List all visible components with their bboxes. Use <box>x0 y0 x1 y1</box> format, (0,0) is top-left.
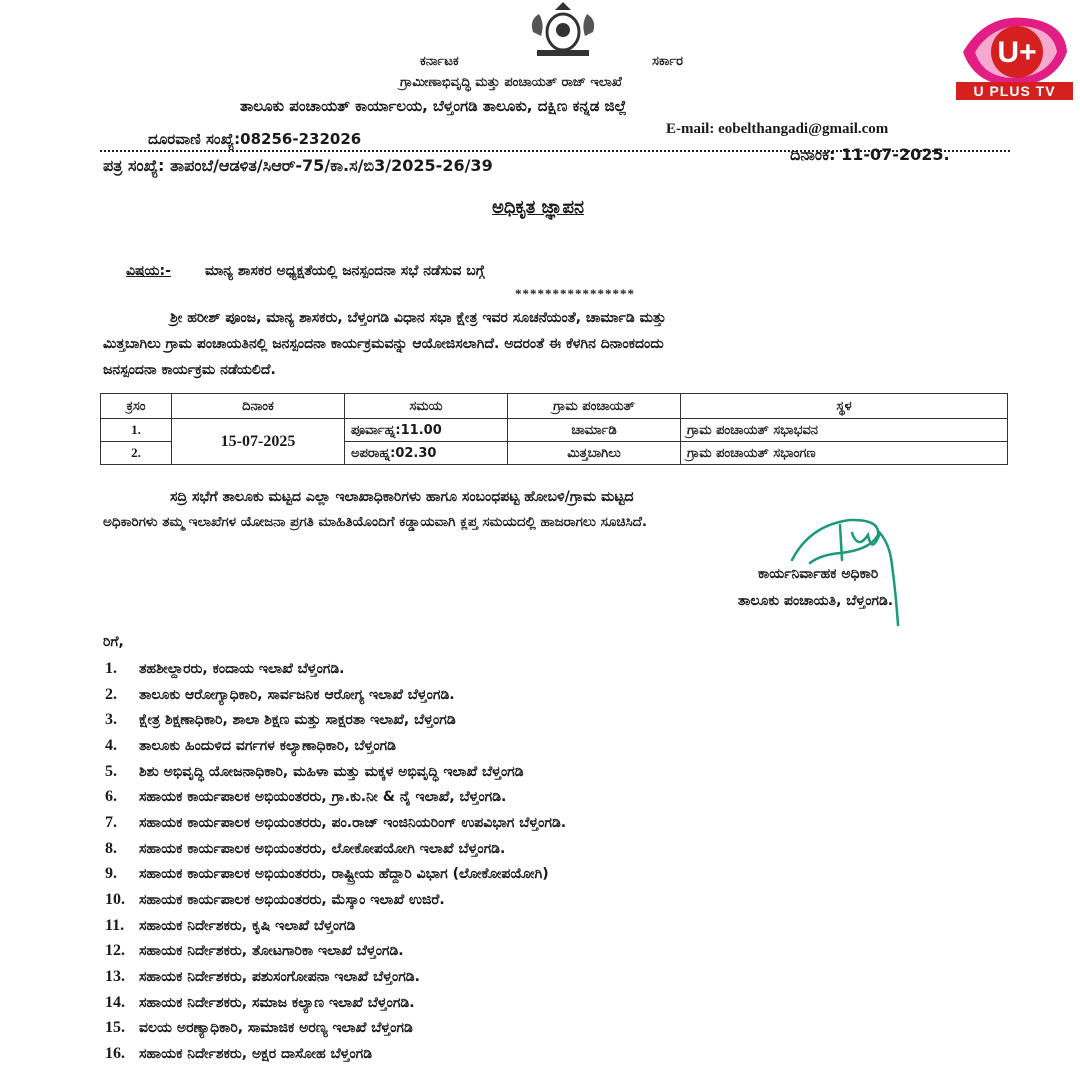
signatory-office: ತಾಲೂಕು ಪಂಚಾಯತಿ, ಬೆಳ್ತಂಗಡಿ. <box>738 593 894 609</box>
signatory-designation: ಕಾರ್ಯನಿರ್ವಾಹಕ ಅಧಿಕಾರಿ <box>758 566 879 582</box>
uplus-tv-label: U PLUS TV <box>956 82 1073 100</box>
letter-date: ದಿನಾಂಕ: 11-07-2025. <box>790 145 950 164</box>
list-item <box>105 939 566 965</box>
email-label: E-mail: <box>666 121 715 137</box>
header-email <box>666 121 888 138</box>
list-item-text: ಸಹಾಯಕ ಕಾರ್ಯಪಾಲಕ ಅಭಿಯಂತರರು, ಗ್ರಾ.ಕು.ನೀ & ನೈ ಇಲಾಖೆ, ಬೆಳ್ತಂಗಡಿ. <box>139 789 507 806</box>
list-item-number: 4. <box>105 736 117 754</box>
list-item-text: ಸಹಾಯಕ ಕಾರ್ಯಪಾಲಕ ಅಭಿಯಂತರರು, ಪಂ.ರಾಜ್ ಇಂಜಿನಿಯರಿಂಗ್ ಉಪವಿಭಾಗ ಬೆಳ್ತಂಗಡಿ. <box>139 814 567 831</box>
list-item-text: ಸಹಾಯಕ ನಿರ್ದೇಶಕರು, ಕೃಷಿ ಇಲಾಖೆ ಬೆಳ್ತಂಗಡಿ <box>139 917 356 934</box>
list-item <box>105 784 566 810</box>
list-item-number: 6. <box>105 788 117 806</box>
list-item-text: ಸಹಾಯಕ ಕಾರ್ಯಪಾಲಕ ಅಭಿಯಂತರರು, ಲೋಕೋಪಯೋಗಿ ಇಲಾಖೆ ಬೆಳ್ತಂಗಡಿ. <box>139 840 506 857</box>
list-item-number: 14. <box>105 993 125 1011</box>
subject-text: ಮಾನ್ಯ ಶಾಸಕರ ಅಧ್ಯಕ್ಷತೆಯಲ್ಲಿ ಜನಸ್ಪಂದನಾ ಸಭೆ ನಡೆಸುವ ಬಗ್ಗೆ <box>205 263 485 279</box>
memo-title: ಅಧಿಕೃತ ಜ್ಞಾಪನ <box>492 197 585 218</box>
list-item-text: ತಾಲೂಕು ಆರೋಗ್ಯಾಧಿಕಾರಿ, ಸಾರ್ವಜನಿಕ ಆರೋಗ್ಯ ಇಲಾಖೆ ಬೆಳ್ತಂಗಡಿ. <box>139 686 455 703</box>
list-item <box>105 682 566 708</box>
header-office: ತಾಲೂಕು ಪಂಚಾಯತ್ ಕಾರ್ಯಾಲಯ, ಬೆಳ್ತಂಗಡಿ ತಾಲೂಕು, ದಕ್ಷಿಣ ಕನ್ನಡ ಜಿಲ್ಲೆ <box>240 97 627 115</box>
col-header-gp: ಗ್ರಾಮ ಪಂಚಾಯತ್ <box>508 394 681 419</box>
header-government: ಸರ್ಕಾರ <box>652 54 683 69</box>
separator-stars: **************** <box>515 286 635 301</box>
list-item-number: 16. <box>105 1045 125 1063</box>
meeting-schedule-table <box>100 393 1008 465</box>
col-header-place: ಸ್ಥಳ <box>681 394 1008 419</box>
cell-time: ಅಪರಾಹ್ನ:02.30 <box>345 442 508 465</box>
list-item-number: 2. <box>105 685 117 703</box>
state-emblem-icon <box>515 2 611 60</box>
list-item-number: 12. <box>105 942 125 960</box>
reference-number: ಪತ್ರ ಸಂಖ್ಯೆ: ತಾಪಂಬೆ/ಆಡಳಿತ/ಸಿಆರ್-75/ಕಾ.ಸ/ಬಿ3/2025-26/39 <box>103 156 493 175</box>
list-item-number: 11. <box>105 916 125 934</box>
list-item-text: ಸಹಾಯಕ ನಿರ್ದೇಶಕರು, ಪಶುಸಂಗೋಪನಾ ಇಲಾಖೆ ಬೆಳ್ತಂಗಡಿ. <box>139 969 420 986</box>
header-phone: ದೂರವಾಣಿ ಸಂಖ್ಯೆ:08256-232026 <box>148 130 362 148</box>
list-item-text: ಕ್ಷೇತ್ರ ಶಿಕ್ಷಣಾಧಿಕಾರಿ, ಶಾಲಾ ಶಿಕ್ಷಣ ಮತ್ತು ಸಾಕ್ಷರತಾ ಇಲಾಖೆ, ಬೆಳ್ತಂಗಡಿ <box>139 712 456 729</box>
body-line-1: ಶ್ರೀ ಹರೀಶ್ ಪೂಂಜ, ಮಾನ್ಯ ಶಾಸಕರು, ಬೆಳ್ತಂಗಡಿ ವಿಧಾನ ಸಭಾ ಕ್ಷೇತ್ರ ಇವರ ಸೂಚನೆಯಂತೆ, ಚಾರ್ಮಾಡಿ ಮತ್ತು <box>170 310 666 326</box>
list-item <box>105 810 566 836</box>
list-item-number: 8. <box>105 839 117 857</box>
list-item <box>105 1041 566 1067</box>
list-item-number: 9. <box>105 865 117 883</box>
table-header-row <box>101 394 1008 419</box>
list-item-text: ಶಿಶು ಅಭಿವೃದ್ಧಿ ಯೋಜನಾಧಿಕಾರಿ, ಮಹಿಳಾ ಮತ್ತು ಮಕ್ಕಳ ಅಭಿವೃದ್ಧಿ ಇಲಾಖೆ ಬೆಳ್ತಂಗಡಿ <box>139 763 524 780</box>
col-header-sl: ಕ್ರಸಂ <box>101 394 172 419</box>
list-item-number: 3. <box>105 711 117 729</box>
col-header-time: ಸಮಯ <box>345 394 508 419</box>
subject-label: ವಿಷಯ:- <box>126 263 171 279</box>
list-item <box>105 887 566 913</box>
list-item-number: 5. <box>105 762 117 780</box>
body-line-2: ಮಿತ್ತಬಾಗಿಲು ಗ್ರಾಮ ಪಂಚಾಯತಿನಲ್ಲಿ ಜನಸ್ಪಂದನಾ ಕಾರ್ಯಕ್ರಮವನ್ನು ಆಯೋಜಿಸಲಾಗಿದೆ. ಅದರಂತೆ ಈ ಕೆಳಗಿನ ದಿನಾಂಕದಂದು <box>103 336 664 352</box>
list-item-text: ತಹಶೀಲ್ದಾರರು, ಕಂದಾಯ ಇಲಾಖೆ ಬೆಳ್ತಂಗಡಿ. <box>139 660 345 677</box>
cell-place: ಗ್ರಾಮ ಪಂಚಾಯತ್ ಸಭಾಂಗಣ <box>681 442 1008 465</box>
cell-date: 15-07-2025 <box>172 419 345 465</box>
list-item-number: 15. <box>105 1019 125 1037</box>
list-item <box>105 862 566 888</box>
list-item-text: ವಲಯ ಅರಣ್ಯಾಧಿಕಾರಿ, ಸಾಮಾಜಿಕ ಅರಣ್ಯ ಇಲಾಖೆ ಬೆಳ್ತಂಗಡಿ <box>139 1020 413 1037</box>
email-address: eobelthangadi@gmail.com <box>718 121 889 137</box>
list-item-number: 13. <box>105 968 125 986</box>
list-item <box>105 733 566 759</box>
col-header-date: ದಿನಾಂಕ <box>172 394 345 419</box>
cell-place: ಗ್ರಾಮ ಪಂಚಾಯತ್ ಸಭಾಭವನ <box>681 419 1008 442</box>
list-item <box>105 707 566 733</box>
cell-time: ಪೂರ್ವಾಹ್ನ:11.00 <box>345 419 508 442</box>
list-item-text: ಸಹಾಯಕ ನಿರ್ದೇಶಕರು, ಸಮಾಜ ಕಲ್ಯಾಣ ಇಲಾಖೆ ಬೆಳ್ತಂಗಡಿ. <box>139 994 415 1011</box>
list-item <box>105 1016 566 1042</box>
cell-gp: ಚಾರ್ಮಾಡಿ <box>508 419 681 442</box>
header-state: ಕರ್ನಾಟಕ <box>420 54 459 69</box>
list-item-number: 10. <box>105 891 125 909</box>
cell-gp: ಮಿತ್ತಬಾಗಿಲು <box>508 442 681 465</box>
body2-line-2: ಅಧಿಕಾರಿಗಳು ತಮ್ಮ ಇಲಾಖೆಗಳ ಯೋಜನಾ ಪ್ರಗತಿ ಮಾಹಿತಿಯೊಂದಿಗೆ ಕಡ್ಡಾಯವಾಗಿ ಕ್ಲಪ್ತ ಸಮಯದಲ್ಲಿ ಹಾಜರಾಗಲು ಸೂಚಿಸಿದೆ. <box>103 514 648 530</box>
cell-no: 1. <box>101 419 172 442</box>
body-line-3: ಜನಸ್ಪಂದನಾ ಕಾರ್ಯಕ್ರಮ ನಡೆಯಲಿದೆ. <box>103 362 276 378</box>
cell-no: 2. <box>101 442 172 465</box>
list-item <box>105 990 566 1016</box>
body2-line-1: ಸದ್ರಿ ಸಭೆಗೆ ತಾಲೂಕು ಮಟ್ಟದ ಎಲ್ಲಾ ಇಲಾಖಾಧಿಕಾರಿಗಳು ಹಾಗೂ ಸಂಬಂಧಪಟ್ಟ ಹೋಬಳಿ/ಗ್ರಾಮ ಮಟ್ಟದ <box>170 489 634 505</box>
svg-text:U+: U+ <box>997 36 1037 69</box>
list-item <box>105 759 566 785</box>
list-item <box>105 656 566 682</box>
header-department: ಗ್ರಾಮೀಣಾಭಿವೃದ್ಧಿ ಮತ್ತು ಪಂಚಾಯತ್ ರಾಜ್ ಇಲಾಖೆ <box>400 75 622 90</box>
list-item-text: ತಾಲೂಕು ಹಿಂದುಳಿದ ವರ್ಗಗಳ ಕಲ್ಯಾಣಾಧಿಕಾರಿ, ಬೆಳ್ತಂಗಡಿ <box>139 737 396 754</box>
list-item-text: ಸಹಾಯಕ ಕಾರ್ಯಪಾಲಕ ಅಭಿಯಂತರರು, ಮೆಸ್ಕಾಂ ಇಲಾಖೆ ಉಜಿರೆ. <box>139 892 445 909</box>
list-item-text: ಸಹಾಯಕ ನಿರ್ದೇಶಕರು, ತೋಟಗಾರಿಕಾ ಇಲಾಖೆ ಬೆಳ್ತಂಗಡಿ. <box>139 943 404 960</box>
list-item <box>105 836 566 862</box>
list-item <box>105 964 566 990</box>
table-row <box>101 419 1008 442</box>
cc-label: ರಿಗೆ, <box>103 634 124 650</box>
list-item-text: ಸಹಾಯಕ ಕಾರ್ಯಪಾಲಕ ಅಭಿಯಂತರರು, ರಾಷ್ಟ್ರೀಯ ಹೆದ್ದಾರಿ ವಿಭಾಗ (ಲೋಕೋಪಯೋಗಿ) <box>139 866 549 883</box>
list-item-number: 1. <box>105 659 117 677</box>
list-item-text: ಸಹಾಯಕ ನಿರ್ದೇಶಕರು, ಅಕ್ಷರ ದಾಸೋಹ ಬೆಳ್ತಂಗಡಿ <box>139 1046 373 1063</box>
recipient-list <box>105 656 566 1067</box>
list-item <box>105 913 566 939</box>
list-item-number: 7. <box>105 813 117 831</box>
